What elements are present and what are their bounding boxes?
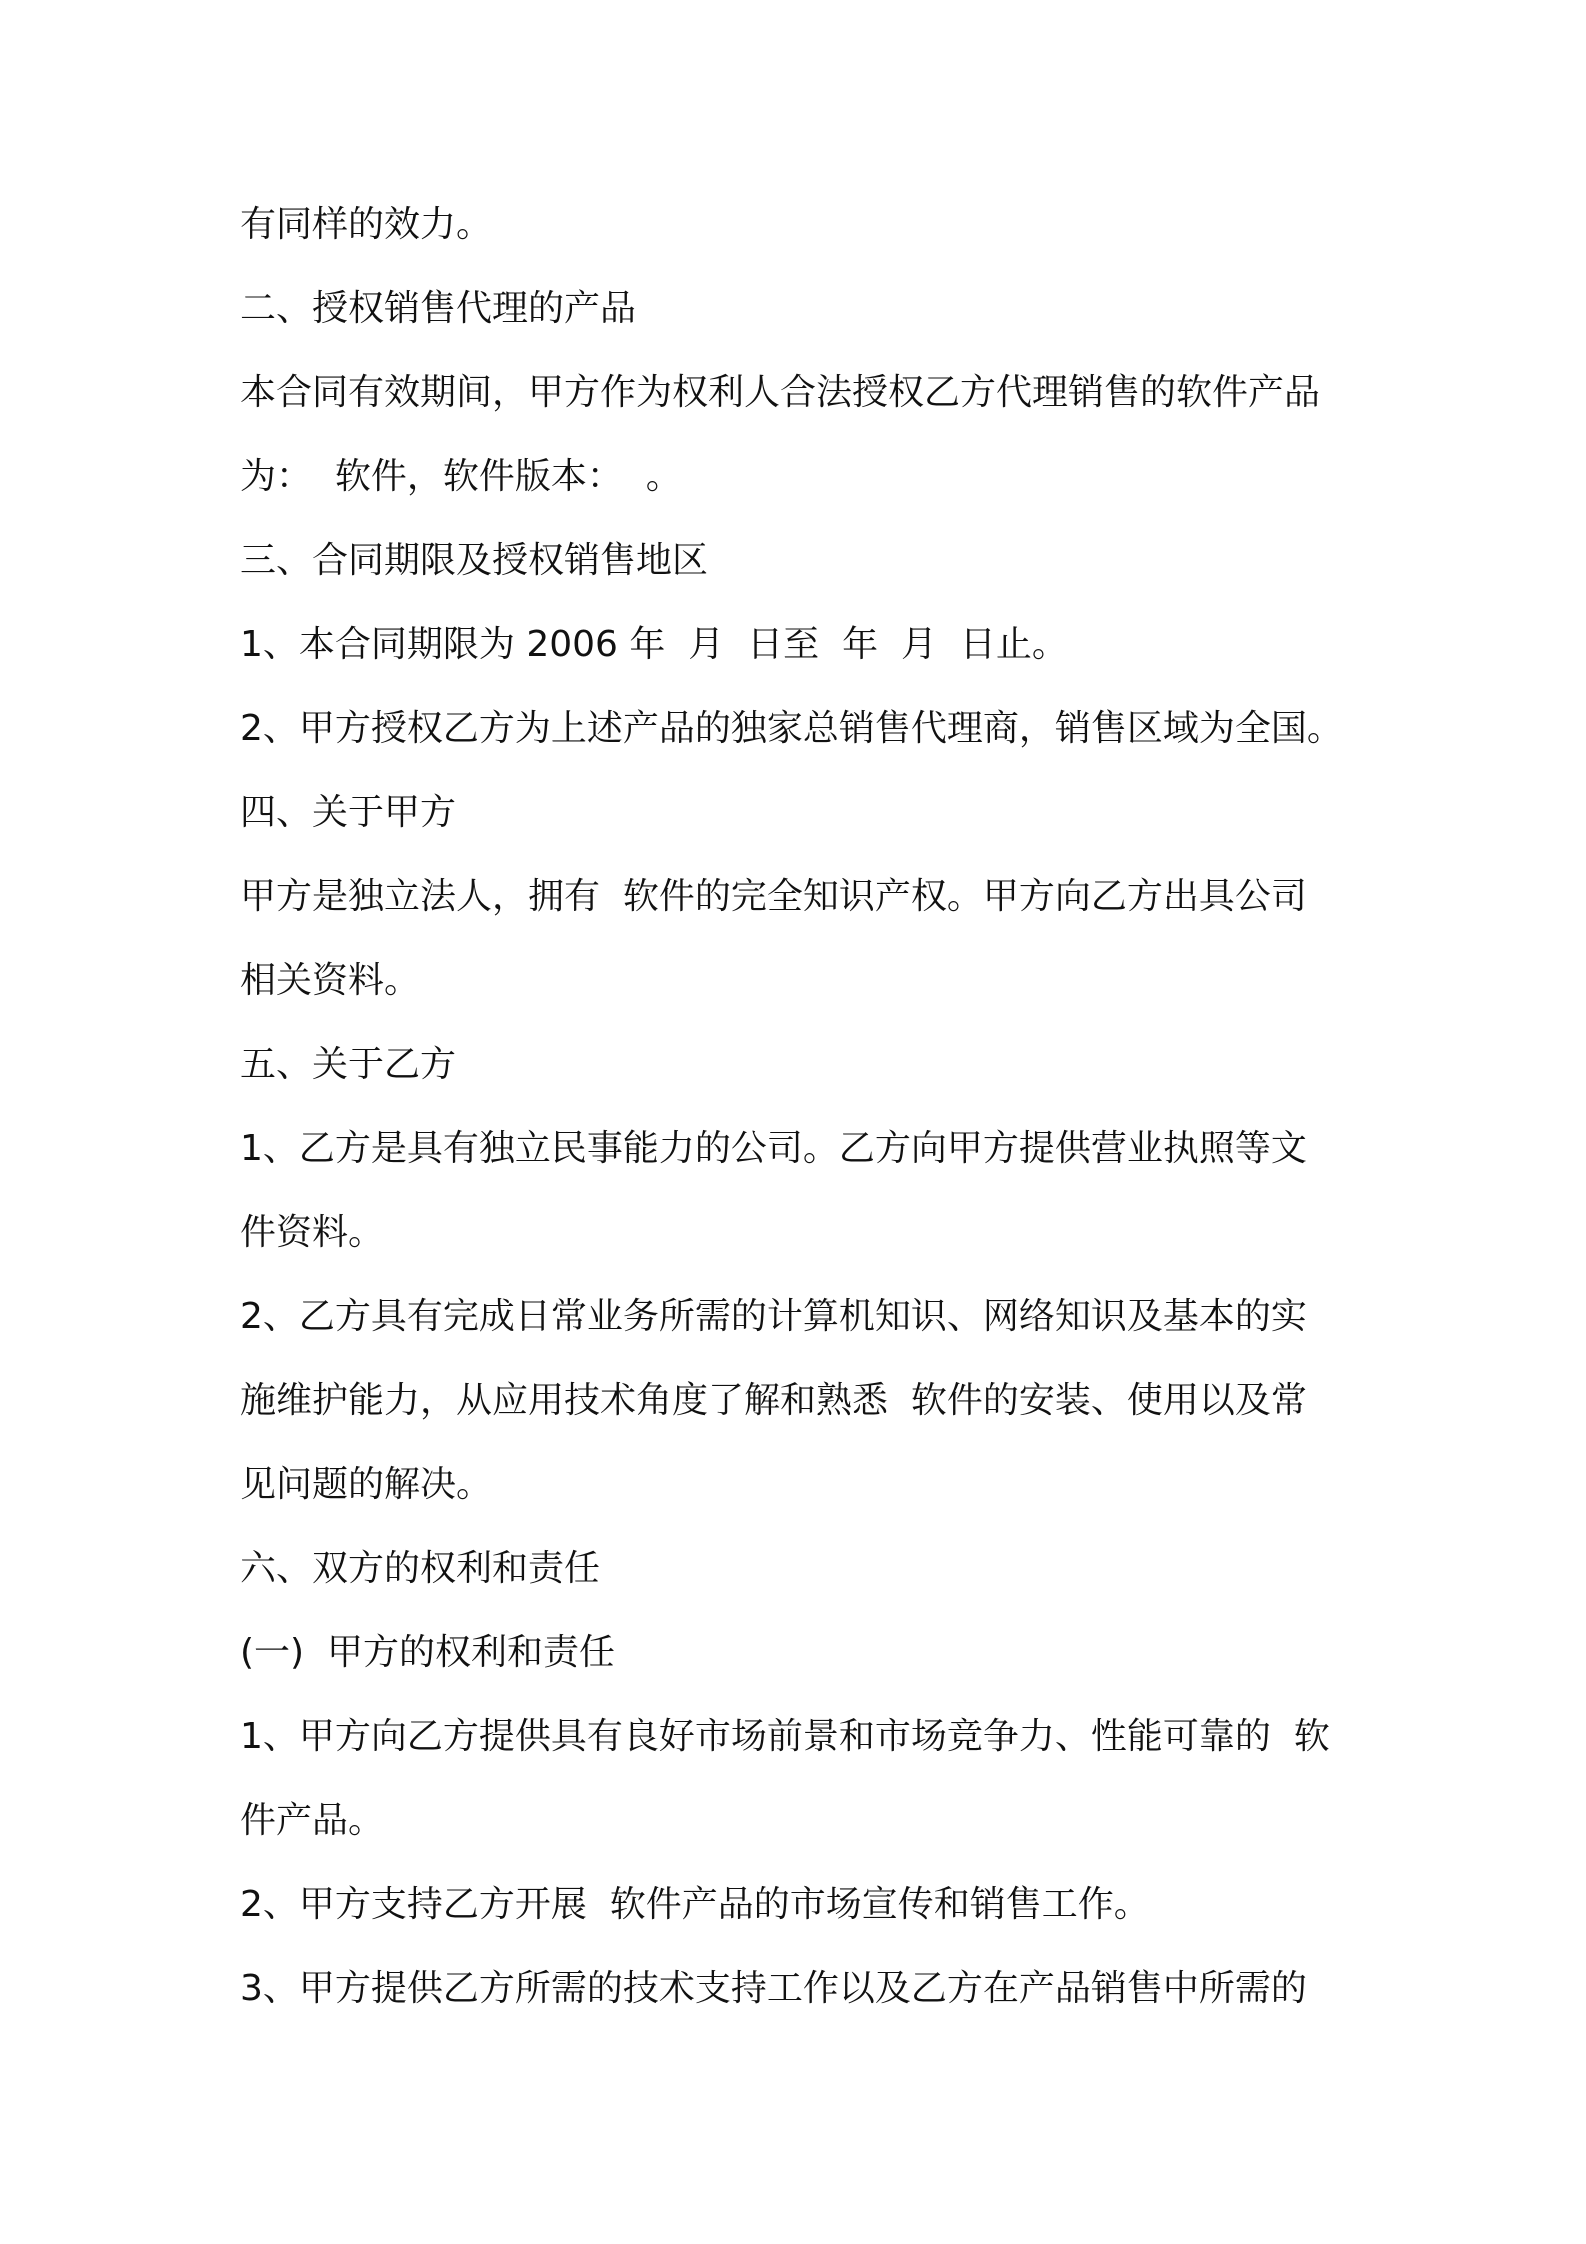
section-heading: 二、授权销售代理的产品 bbox=[240, 288, 637, 329]
text-line: 件产品。 bbox=[240, 1800, 385, 1841]
text-line: 3、甲方提供乙方所需的技术支持工作以及乙方在产品销售中所需的 bbox=[240, 1968, 1307, 2009]
subsection-heading: (一) 甲方的权利和责任 bbox=[240, 1632, 615, 1673]
text-line: 1、甲方向乙方提供具有良好市场前景和市场竞争力、性能可靠的 软 bbox=[240, 1716, 1330, 1757]
section-heading: 三、合同期限及授权销售地区 bbox=[240, 540, 709, 581]
text-line: 2、甲方支持乙方开展 软件产品的市场宣传和销售工作。 bbox=[240, 1884, 1150, 1925]
section-heading: 四、关于甲方 bbox=[240, 792, 457, 833]
text-line: 见问题的解决。 bbox=[240, 1464, 493, 1505]
text-line: 施维护能力，从应用技术角度了解和熟悉 软件的安装、使用以及常 bbox=[240, 1380, 1307, 1421]
text-line: 1、乙方是具有独立民事能力的公司。乙方向甲方提供营业执照等文 bbox=[240, 1128, 1307, 1169]
text-line: 2、甲方授权乙方为上述产品的独家总销售代理商，销售区域为全国。 bbox=[240, 708, 1343, 749]
text-line: 相关资料。 bbox=[240, 960, 421, 1001]
text-line: 2、乙方具有完成日常业务所需的计算机知识、网络知识及基本的实 bbox=[240, 1296, 1307, 1337]
text-line: 1、本合同期限为 2006 年 月 日至 年 月 日止。 bbox=[240, 624, 1068, 665]
text-line: 件资料。 bbox=[240, 1212, 385, 1253]
section-heading: 六、双方的权利和责任 bbox=[240, 1548, 601, 1589]
text-line: 甲方是独立法人，拥有 软件的完全知识产权。甲方向乙方出具公司 bbox=[240, 876, 1307, 917]
text-line: 有同样的效力。 bbox=[240, 204, 493, 245]
text-line: 本合同有效期间，甲方作为权利人合法授权乙方代理销售的软件产品 bbox=[240, 372, 1321, 413]
section-heading: 五、关于乙方 bbox=[240, 1044, 457, 1085]
text-line: 为： 软件，软件版本： 。 bbox=[240, 456, 682, 497]
